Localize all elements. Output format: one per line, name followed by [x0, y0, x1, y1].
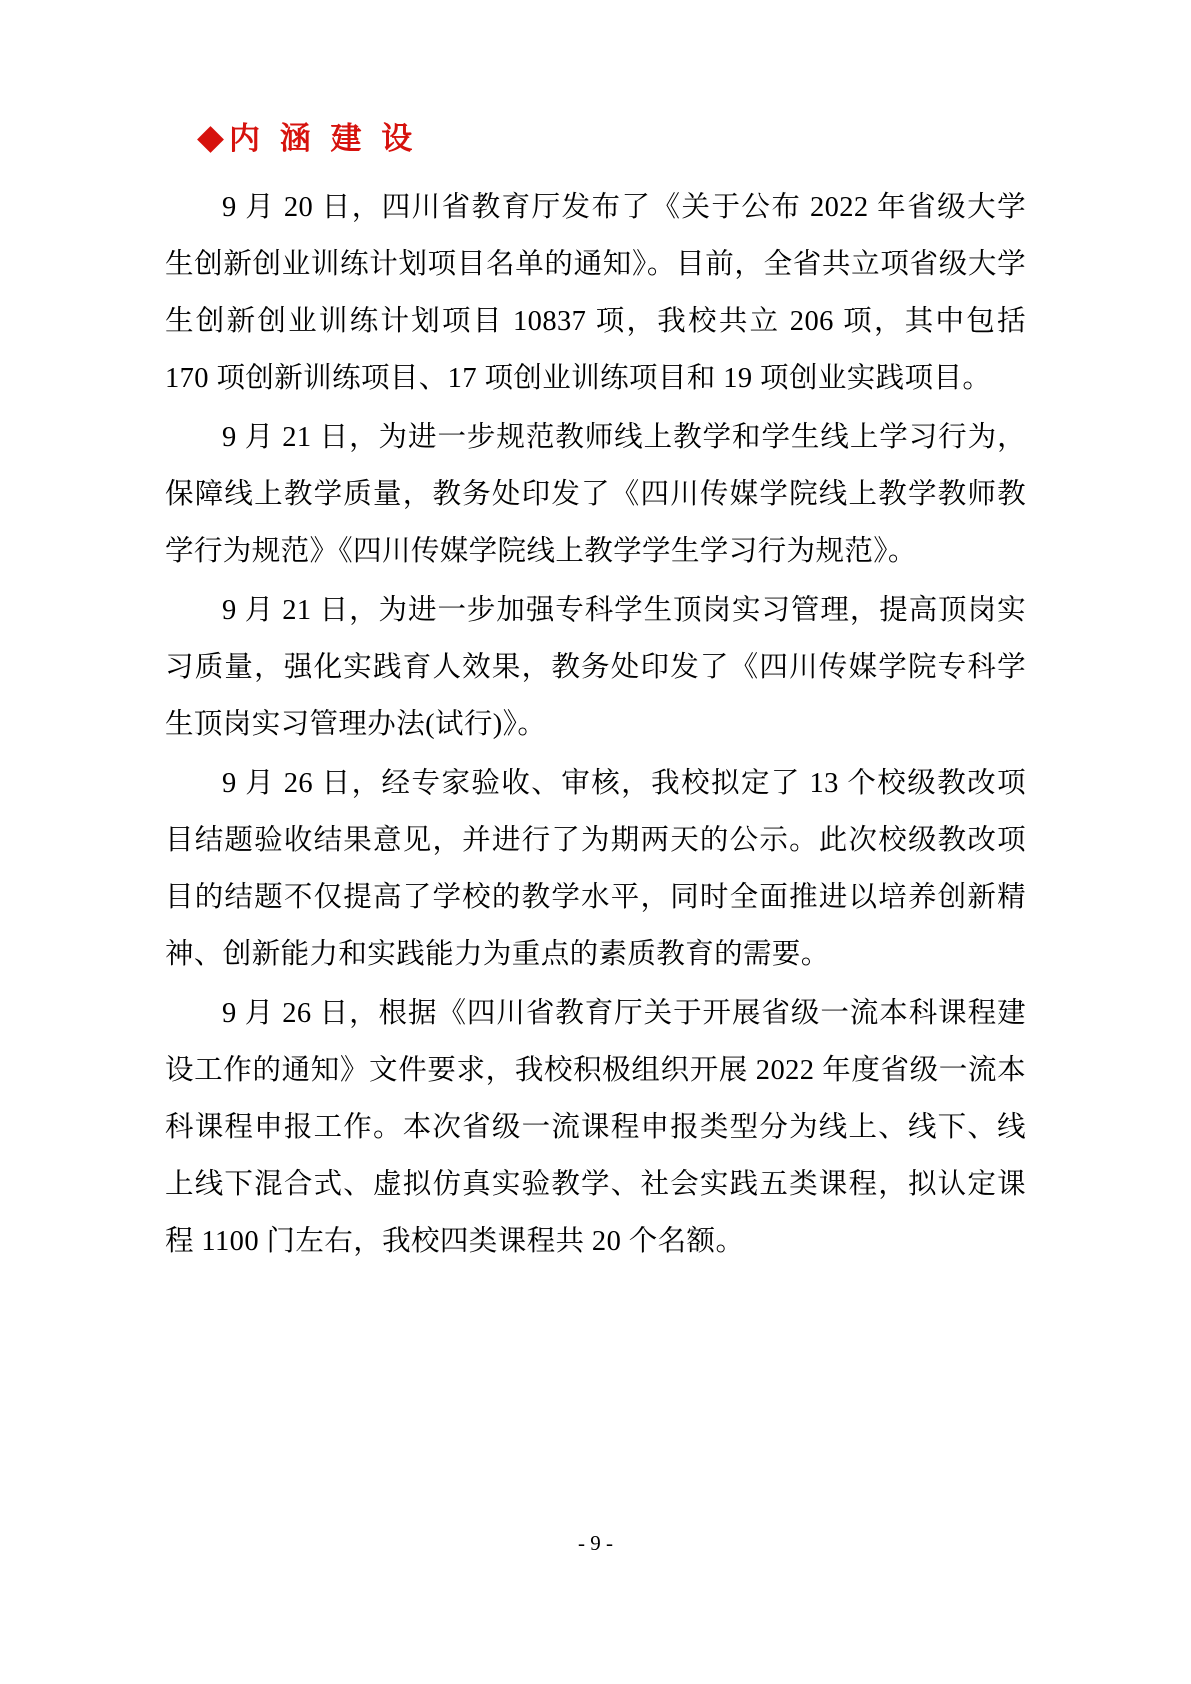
section-heading-text: 内 涵 建 设 [229, 121, 419, 156]
paragraph: 9 月 21 日，为进一步规范教师线上教学和学生线上学习行为，保障线上教学质量，教务处印发了《四川传媒学院线上教学教师教学行为规范》《四川传媒学院线上教学学生学习行为规范》。 [165, 422, 1026, 568]
paragraph: 9 月 26 日，经专家验收、审核，我校拟定了 13 个校级教改项目结题验收结果意见，并进行了为期两天的公示。此次校级教改项目的结题不仅提高了学校的教学水平，同时全面推进以培养创新精神、创新能力和实践能力为重点的素质教育的需要。 [165, 768, 1026, 971]
page-number: - 9 - [578, 1531, 613, 1555]
section-heading [201, 120, 1026, 157]
paragraph: 9 月 20 日，四川省教育厅发布了《关于公布 2022 年省级大学生创新创业训练计划项目名单的通知》。目前，全省共立项省级大学生创新创业训练计划项目 10837 项，我校共立 206 项，其中包括 170 项创新训练项目、17 项创业训练项目和 19 项创业实践项目。 [165, 192, 1026, 395]
paragraph: 9 月 21 日，为进一步加强专科学生顶岗实习管理，提高顶岗实习质量，强化实践育人效果，教务处印发了《四川传媒学院专科学生顶岗实习管理办法(试行)》。 [165, 595, 1026, 741]
diamond-bullet-icon [197, 126, 224, 153]
body-text [165, 179, 1026, 1270]
paragraph: 9 月 26 日，根据《四川省教育厅关于开展省级一流本科课程建设工作的通知》文件要求，我校积极组织开展 2022 年度省级一流本科课程申报工作。本次省级一流课程申报类型分为线上、线下、线上线下混合式、虚拟仿真实验教学、社会实践五类课程，拟认定课程 1100 门左右，我校四类课程共 20 个名额。 [165, 998, 1026, 1258]
